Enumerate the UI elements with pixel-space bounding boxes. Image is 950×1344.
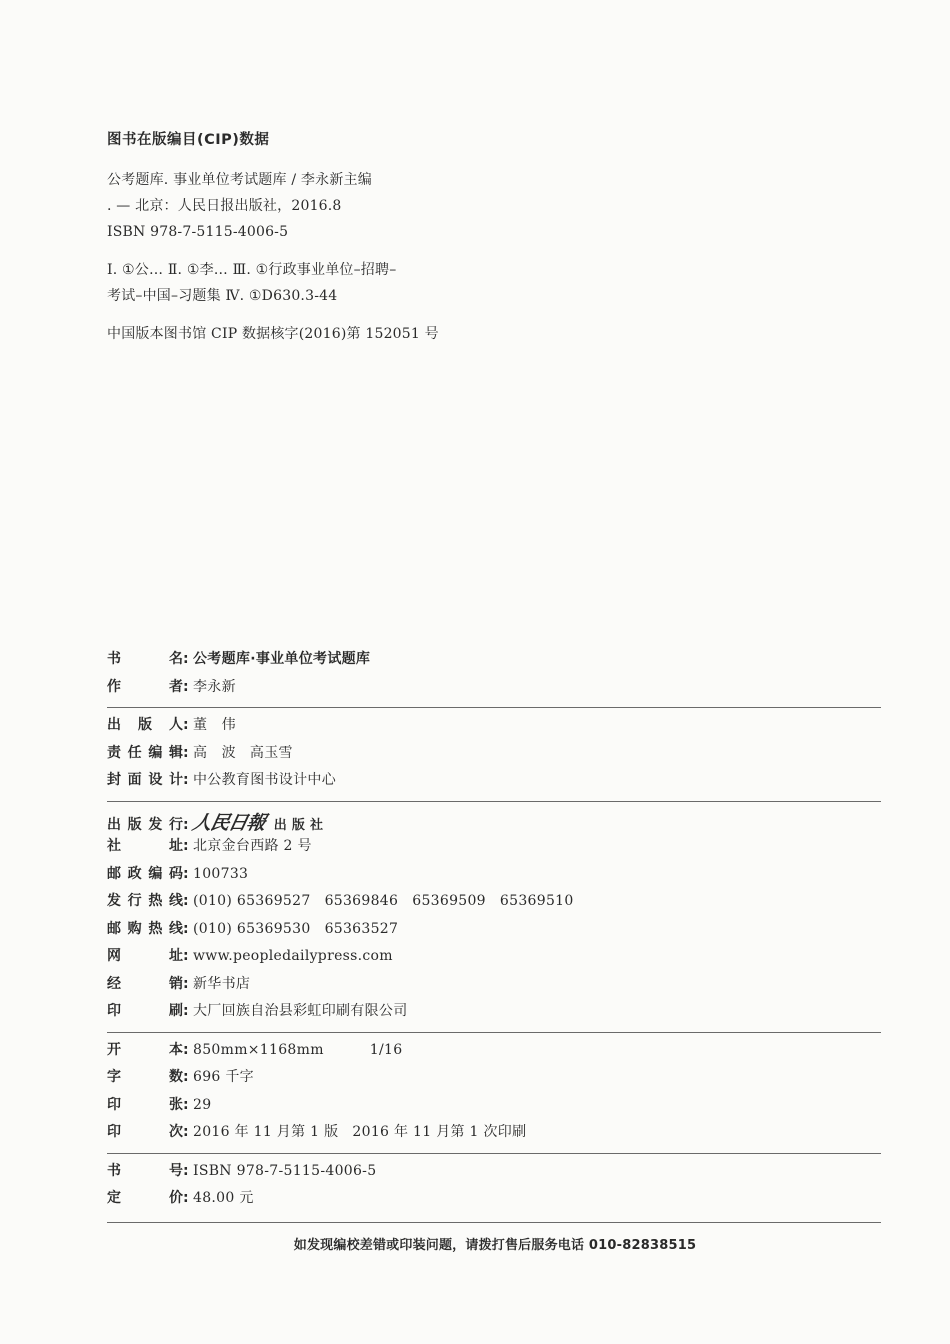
value-format: 850mm×1168mm 1/16	[193, 1041, 403, 1058]
label-editor: 责 任 编 辑	[107, 744, 183, 761]
info-group-specs	[107, 1033, 881, 1154]
row-website: 网 址 : www.peopledailypress.com	[107, 945, 881, 973]
cip-line: ISBN 978-7-5115-4006-5	[107, 224, 289, 240]
value-author: 李永新	[193, 678, 236, 695]
value-address: 北京金台西路 2 号	[193, 838, 312, 854]
value-mail-hotline: (010) 65369530 65363527	[193, 920, 399, 937]
value-printer: 大厂回族自治县彩虹印刷有限公司	[193, 1003, 408, 1019]
label-postcode: 邮 政 编 码	[107, 865, 183, 882]
cip-block	[107, 128, 627, 347]
value-price: 48.00 元	[193, 1190, 254, 1206]
label-distribution: 出 版 发 行	[107, 816, 183, 833]
label-edition: 印 次	[107, 1124, 183, 1140]
value-sales-hotline: (010) 65369527 65369846 65369509 65369510	[193, 893, 574, 909]
value-word-count: 696 千字	[193, 1069, 254, 1085]
label-word-count: 字 数	[107, 1069, 183, 1085]
footer-divider	[107, 1222, 881, 1223]
peoples-daily-logo: 人民日報	[190, 811, 268, 834]
row-mail-hotline: 邮 购 热 线 : (010) 65369530 65363527	[107, 918, 881, 946]
row-sheets: 印 张 : 29	[107, 1094, 881, 1122]
value-book-name: 公考题库·事业单位考试题库	[193, 651, 371, 667]
label-sheets: 印 张	[107, 1096, 183, 1113]
value-distribution	[190, 808, 324, 835]
label-website: 网 址	[107, 948, 183, 964]
row-retailer: 经 销 : 新华书店	[107, 973, 881, 1001]
cip-line: . — 北京：人民日报出版社，2016.8	[107, 198, 342, 214]
info-group-isbn	[107, 1154, 881, 1219]
label-address: 社 址	[107, 838, 183, 854]
value-publisher-person: 董 伟	[193, 717, 236, 733]
row-editor: 责 任 编 辑 : 高 波 高玉雪	[107, 742, 881, 770]
label-sales-hotline: 发 行 热 线	[107, 893, 183, 909]
value-website: www.peopledailypress.com	[193, 948, 393, 964]
row-book-name: 书 名 : 公考题库·事业单位考试题库	[107, 648, 881, 676]
after-sales-note: 如发现编校差错或印装问题，请拨打售后服务电话 010-82838515	[293, 1238, 697, 1253]
row-postcode: 邮 政 编 码 : 100733	[107, 863, 881, 891]
row-printer: 印 刷 : 大厂回族自治县彩虹印刷有限公司	[107, 1000, 881, 1028]
row-address: 社 址 : 北京金台西路 2 号	[107, 835, 881, 863]
row-publisher-person: 出 版 人 : 董 伟	[107, 714, 881, 742]
value-sheets: 29	[193, 1096, 212, 1113]
label-book-name: 书 名	[107, 651, 183, 667]
label-cover-design: 封 面 设 计	[107, 772, 183, 788]
value-cover-design: 中公教育图书设计中心	[193, 772, 336, 788]
cip-line: 考试–中国–习题集 Ⅳ. ①D630.3-44	[107, 288, 338, 304]
cip-line: Ⅰ. ①公… Ⅱ. ①李… Ⅲ. ①行政事业单位–招聘–	[107, 262, 397, 278]
row-price: 定 价 : 48.00 元	[107, 1187, 881, 1215]
row-distribution: 出 版 发 行 : 人民日報 出 版 社	[107, 808, 881, 836]
cip-line: 公考题库. 事业单位考试题库 / 李永新主编	[107, 172, 372, 188]
row-author: 作 者 : 李永新	[107, 676, 881, 704]
cip-title: 图书在版编目(CIP)数据	[107, 132, 270, 148]
cip-line: 中国版本图书馆 CIP 数据核字(2016)第 152051 号	[107, 326, 439, 342]
label-author: 作 者	[107, 678, 183, 695]
row-format: 开 本 : 850mm×1168mm 1/16	[107, 1039, 881, 1067]
label-mail-hotline: 邮 购 热 线	[107, 920, 183, 937]
value-edition: 2016 年 11 月第 1 版 2016 年 11 月第 1 次印刷	[193, 1124, 527, 1140]
label-publisher-person: 出 版 人	[107, 717, 183, 733]
row-cover-design: 封 面 设 计 : 中公教育图书设计中心	[107, 769, 881, 797]
value-book-number: ISBN 978-7-5115-4006-5	[193, 1162, 377, 1179]
value-editor: 高 波 高玉雪	[193, 744, 293, 761]
info-group-title	[107, 646, 881, 708]
info-group-editorial	[107, 708, 881, 802]
book-info-table	[107, 646, 881, 1219]
info-group-publishing	[107, 802, 881, 1033]
label-printer: 印 刷	[107, 1003, 183, 1019]
row-edition: 印 次 : 2016 年 11 月第 1 版 2016 年 11 月第 1 次印刷	[107, 1121, 881, 1149]
value-retailer: 新华书店	[193, 975, 251, 992]
row-word-count: 字 数 : 696 千字	[107, 1066, 881, 1094]
label-format: 开 本	[107, 1041, 183, 1058]
label-price: 定 价	[107, 1190, 183, 1206]
value-postcode: 100733	[193, 865, 249, 882]
label-retailer: 经 销	[107, 975, 183, 992]
row-sales-hotline: 发 行 热 线 : (010) 65369527 65369846 65369509 65369510	[107, 890, 881, 918]
row-book-number: 书 号 : ISBN 978-7-5115-4006-5	[107, 1160, 881, 1188]
publisher-suffix: 出 版 社	[273, 817, 324, 833]
label-book-number: 书 号	[107, 1162, 183, 1179]
